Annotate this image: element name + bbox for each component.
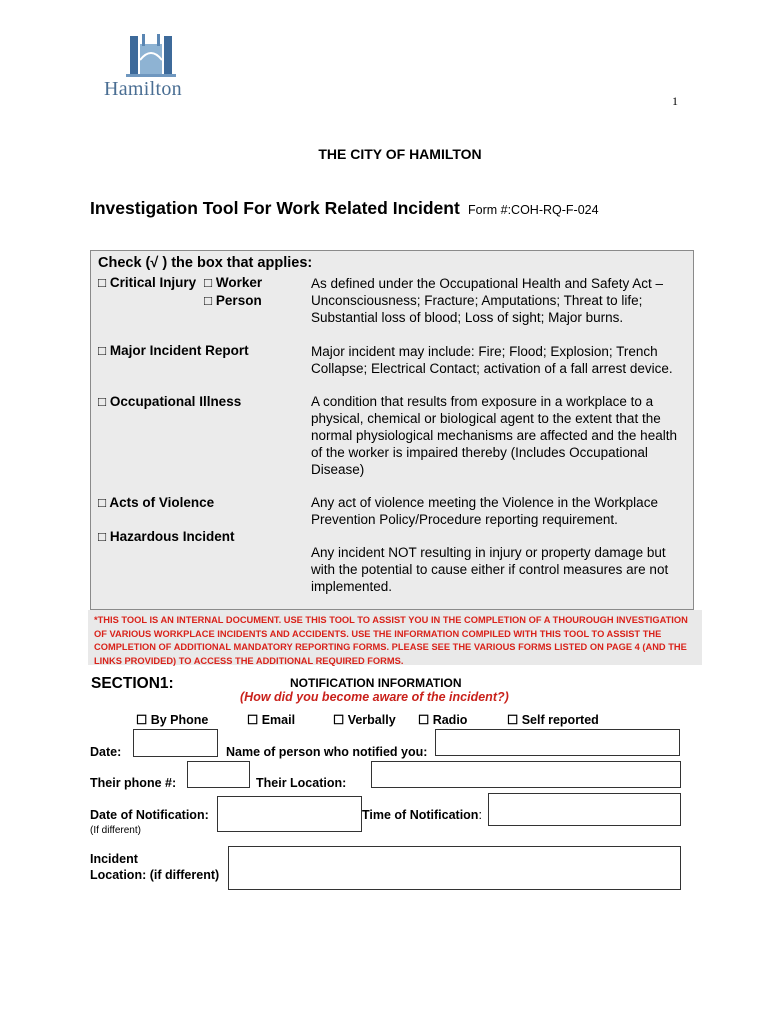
notification-question: (How did you become aware of the incident?) — [240, 690, 509, 704]
date-label: Date: — [90, 745, 122, 759]
date-field[interactable] — [133, 729, 218, 757]
option-label: Acts of Violence — [109, 495, 215, 510]
time-of-notification-label — [362, 808, 482, 822]
option-label: Major Incident Report — [109, 343, 249, 358]
radio-option[interactable] — [418, 712, 467, 727]
incident-location-label-line1: Incident — [90, 852, 138, 866]
checkbox-icon[interactable]: ☐ — [418, 713, 430, 727]
option-label: Occupational Illness — [109, 394, 242, 409]
hazardous-incident-option[interactable] — [98, 529, 234, 544]
hazardous-incident-description: Any incident NOT resulting in injury or property damage but with the potential to cause either if control measures are not implemented. — [311, 545, 669, 594]
checkbox-icon[interactable]: □ — [98, 275, 107, 290]
self-reported-option[interactable] — [507, 712, 599, 727]
by-phone-option[interactable] — [136, 712, 208, 727]
checkbox-icon[interactable]: □ — [204, 293, 213, 308]
checkbox-icon[interactable]: □ — [98, 394, 107, 409]
their-location-field[interactable] — [371, 761, 681, 788]
option-label: Email — [261, 713, 296, 727]
their-phone-label: Their phone #: — [90, 776, 177, 790]
incident-location-field[interactable] — [228, 846, 681, 890]
option-label: Person — [215, 293, 262, 308]
checkbox-icon[interactable]: □ — [98, 343, 107, 358]
time-label-text: Time of Notification — [362, 808, 479, 822]
checkbox-icon[interactable]: □ — [98, 529, 107, 544]
option-label: By Phone — [150, 713, 209, 727]
notified-by-label: Name of person who notified you: — [226, 745, 428, 759]
person-option[interactable] — [204, 293, 262, 308]
internal-document-notice: *THIS TOOL IS AN INTERNAL DOCUMENT. USE THIS TOOL TO ASSIST YOU IN THE COMPLETION OF A THOUROUGH INVESTIGATION OF VARIOUS WORKPLACE INCIDENTS AND ACCIDENTS. USE THE INFORMATION COMPILED WITH THIS TOOL TO ASSIST THE COMPLETION OF ADDITIONAL MANDATORY REPORTING FORMS. PLEASE SEE THE VARIOUS FORMS LISTED ON PAGE 4 (AND THE LINKS PROVIDED) TO ACCESS THE ADDITIONAL REQUIRED FORMS. — [88, 610, 702, 665]
section-title: SECTION1: — [91, 675, 174, 692]
option-label: Critical Injury — [109, 275, 197, 290]
time-label-colon: : — [478, 808, 482, 822]
acts-of-violence-description: Any act of violence meeting the Violence in the Workplace Prevention Policy/Procedure reporting requirement. — [311, 495, 658, 527]
option-label: Verbally — [347, 713, 396, 727]
date-of-notification-field[interactable] — [217, 796, 362, 832]
their-location-label: Their Location: — [256, 776, 347, 790]
checkbox-icon[interactable]: ☐ — [247, 713, 259, 727]
hamilton-logo-mark — [126, 30, 186, 78]
occupational-illness-description: A condition that results from exposure in a workplace to a physical, chemical or biological agent to the extent that the normal physiological mechanisms are affected and the health of the worker is impaired thereby (Includes Occupational Disease) — [311, 394, 677, 477]
incident-location-label-line2: Location: (if different) — [90, 868, 220, 882]
form-number: Form #:COH-RQ-F-024 — [468, 203, 599, 217]
logo-wordmark: Hamilton — [104, 78, 182, 100]
critical-injury-description: As defined under the Occupational Health and Safety Act – Unconsciousness; Fracture; Amputations; Threat to life; Substantial loss of blood; Loss of sight; Major burns. — [311, 276, 663, 325]
verbally-option[interactable] — [333, 712, 396, 727]
critical-injury-option[interactable] — [98, 275, 196, 290]
checkbox-icon[interactable]: □ — [98, 495, 107, 510]
organization-name: THE CITY OF HAMILTON — [318, 146, 482, 162]
page-number: 1 — [672, 94, 678, 108]
major-incident-option[interactable] — [98, 343, 249, 358]
option-label: Self reported — [521, 713, 599, 727]
if-different-note: (If different) — [90, 825, 141, 836]
checkbox-icon[interactable]: ☐ — [333, 713, 345, 727]
checkbox-icon[interactable]: ☐ — [136, 713, 148, 727]
their-phone-field[interactable] — [187, 761, 250, 788]
major-incident-description: Major incident may include: Fire; Flood; Explosion; Trench Collapse; Electrical Contact; activation of a fall arrest device. — [311, 344, 673, 376]
notified-by-field[interactable] — [435, 729, 680, 756]
occupational-illness-option[interactable] — [98, 394, 241, 409]
checkbox-icon[interactable]: □ — [204, 275, 213, 290]
acts-of-violence-option[interactable] — [98, 495, 214, 510]
checkbox-icon[interactable]: ☐ — [507, 713, 519, 727]
worker-option[interactable] — [204, 275, 262, 290]
option-label: Worker — [215, 275, 263, 290]
date-of-notification-label: Date of Notification: — [90, 808, 209, 822]
form-title: Investigation Tool For Work Related Incident — [90, 198, 460, 218]
option-label: Radio — [432, 713, 468, 727]
time-of-notification-field[interactable] — [488, 793, 681, 826]
email-option[interactable] — [247, 712, 295, 727]
checklist-heading: Check (√ ) the box that applies: — [98, 255, 313, 271]
notification-heading: NOTIFICATION INFORMATION — [290, 676, 462, 690]
option-label: Hazardous Incident — [109, 529, 235, 544]
